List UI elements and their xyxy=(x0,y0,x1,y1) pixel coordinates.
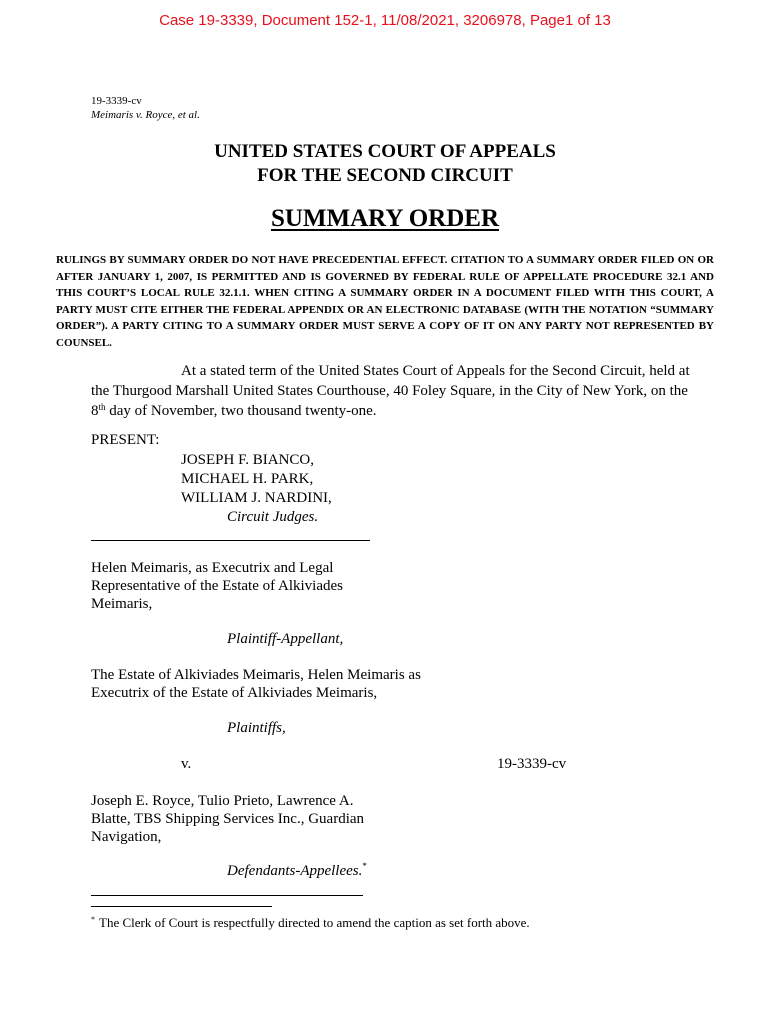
session-text-part2: day of November, two thousand twenty-one. xyxy=(105,403,377,419)
appellant-name: Helen Meimaris, as Executrix and Legal Representative of the Estate of Alkiviades Meimaris, xyxy=(91,560,344,612)
defendants-role-text: Defendants-Appellees. xyxy=(227,863,363,879)
judge-name: WILLIAM J. NARDINI, xyxy=(181,490,332,506)
appellant-role: Plaintiff-Appellant, xyxy=(227,631,344,647)
footnote-separator xyxy=(91,906,272,907)
case-header-stamp: Case 19-3339, Document 152-1, 11/08/2021, 3206978, Page1 of 13 xyxy=(159,12,611,29)
footnote xyxy=(91,915,530,931)
defendants-role xyxy=(227,863,367,880)
judges-title: Circuit Judges. xyxy=(227,509,319,525)
docket-number: 19-3339-cv xyxy=(91,95,142,107)
versus: v. xyxy=(181,756,192,772)
order-title: SUMMARY ORDER xyxy=(270,205,500,232)
footnote-mark: * xyxy=(91,915,95,924)
judge-name: MICHAEL H. PARK, xyxy=(181,471,314,487)
defendants-name: Joseph E. Royce, Tulio Prieto, Lawrence A. Blatte, TBS Shipping Services Inc., Guardian Navigation, xyxy=(91,793,365,845)
plaintiffs-name: The Estate of Alkiviades Meimaris, Helen Meimaris as Executrix of the Estate of Alkiviades Meimaris, xyxy=(91,667,421,701)
docket-block xyxy=(91,94,200,122)
court-name-line1: UNITED STATES COURT OF APPEALS xyxy=(214,141,556,162)
footnote-text: The Clerk of Court is respectfully directed to amend the caption as set forth above. xyxy=(99,915,530,930)
judge-name: JOSEPH F. BIANCO, xyxy=(181,452,314,468)
judges-list xyxy=(181,451,332,527)
plaintiffs-role: Plaintiffs, xyxy=(227,720,286,736)
session-paragraph xyxy=(91,361,701,421)
caption-divider-top xyxy=(91,540,370,541)
court-name-line2: FOR THE SECOND CIRCUIT xyxy=(257,165,513,186)
ordinal-suffix: th xyxy=(98,402,106,412)
session-text-part1: At a stated term of the United States Court of Appeals for the Second Circuit, held at the Thurgood Marshall United States Courthouse, 40 Foley Square, in the City of New York, on the 8 xyxy=(91,363,690,419)
footnote-reference: * xyxy=(362,861,367,871)
short-caption: Meimaris v. Royce, et al. xyxy=(91,109,200,121)
rulings-notice: RULINGS BY SUMMARY ORDER DO NOT HAVE PRECEDENTIAL EFFECT. CITATION TO A SUMMARY ORDER FILED ON OR AFTER JANUARY 1, 2007, IS PERMITTED AND IS GOVERNED BY FEDERAL RULE OF APPELLATE PROCEDURE 32.1 AND THIS COURT’S LOCAL RULE 32.1.1. WHEN CITING A SUMMARY ORDER IN A DOCUMENT FILED WITH THIS COURT, A PARTY MUST CITE EITHER THE FEDERAL APPENDIX OR AN ELECTRONIC DATABASE (WITH THE NOTATION “SUMMARY ORDER”). A PARTY CITING TO A SUMMARY ORDER MUST SERVE A COPY OF IT ON ANY PARTY NOT REPRESENTED BY COUNSEL. xyxy=(56,254,714,349)
docket-number-right: 19-3339-cv xyxy=(497,756,567,772)
caption-divider-bottom xyxy=(91,895,363,896)
present-label: PRESENT: xyxy=(91,432,160,448)
